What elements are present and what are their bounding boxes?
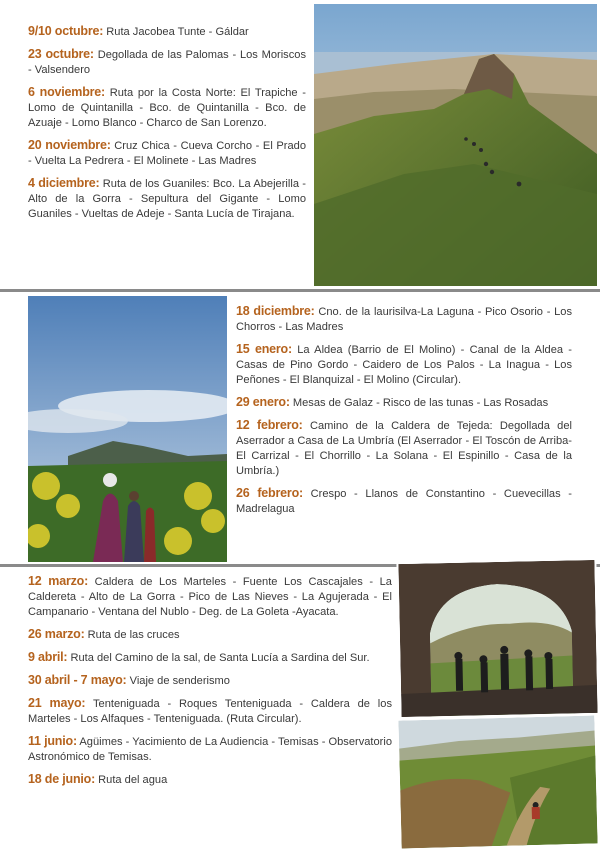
entry-date: 9/10 octubre: (28, 24, 104, 38)
schedule-entry (28, 696, 392, 727)
entry-route: Caldera de Los Marteles - Fuente Los Cascajales - La Caldereta - Alto de La Gorra - Pico de Las Nieves - La Agujerada - El Campanario - Ventana del Nublo - Deg. de La Goleta -Ayacata. (28, 576, 392, 618)
entry-date: 18 diciembre: (236, 304, 315, 318)
entry-route: Cno. de la laurisilva-La Laguna - Pico Osorio - Los Chorros - Las Madres (236, 306, 573, 333)
entry-date: 12 febrero: (236, 418, 303, 432)
entry-route: Ruta de los Guaniles: Bco. La Abejerilla - Alto de la Gorra - Sepultura del Gigante - Lomo Guaniles - Vueltas de Adeje - Santa Lucía de Tirajana. (28, 178, 306, 220)
schedule-entry (236, 395, 572, 411)
entry-date: 26 febrero: (236, 486, 303, 500)
entry-route: Ruta del Camino de la sal, de Santa Lucía a Sardina del Sur. (70, 652, 370, 664)
entry-route: La Aldea (Barrio de El Molino) - Canal de la Aldea - Casas de Pino Gordo - Caidero de Los Palos - La Inagua - Los Peñones - El Blanquizal - El Molino (Circular). (236, 344, 572, 386)
entry-date: 12 marzo: (28, 574, 89, 588)
entry-route: Ruta del agua (98, 774, 168, 786)
schedule-entry (28, 176, 306, 222)
schedule-entry (28, 650, 392, 666)
entry-date: 15 enero: (236, 342, 292, 356)
entry-date: 26 marzo: (28, 627, 85, 641)
entry-date: 11 junio: (28, 734, 77, 748)
hikers-forest-photo (28, 296, 227, 562)
valley-trail-photo (396, 713, 599, 850)
schedule-entry (28, 772, 392, 788)
entry-route: Tenteniguada - Roques Tenteniguada - Caldera de los Marteles - Los Alfaques - Tenteniguada. (Ruta Circular). (28, 698, 392, 725)
schedule-entry (28, 138, 306, 169)
schedule-entry (236, 342, 572, 388)
schedule-entry (28, 673, 392, 689)
entry-route: Ruta por la Costa Norte: El Trapiche - Lomo de Quintanilla - Bco. de Quintanilla - Bco. de Azuaje - Lomo Blanco - Charco de San Lorenzo. (28, 87, 306, 129)
schedule-entry (236, 304, 572, 335)
entry-route: Ruta de las cruces (87, 629, 180, 641)
entry-date: 4 diciembre: (28, 176, 100, 190)
schedule-list-1 (28, 24, 306, 229)
entry-date: 30 abril - 7 mayo: (28, 673, 127, 687)
schedule-entry (28, 627, 392, 643)
entry-route: Degollada de las Palomas - Los Moriscos - Valsendero (28, 49, 306, 76)
schedule-entry (28, 85, 306, 131)
schedule-entry (236, 486, 572, 517)
mountain-ridge-photo (314, 4, 597, 286)
section-divider (0, 289, 600, 292)
entry-date: 23 octubre: (28, 47, 94, 61)
cave-hikers-photo (396, 558, 599, 719)
entry-date: 20 noviembre: (28, 138, 111, 152)
schedule-list-3 (28, 574, 392, 795)
entry-date: 6 noviembre: (28, 85, 106, 99)
schedule-entry (28, 47, 306, 78)
entry-date: 21 mayo: (28, 696, 86, 710)
entry-route: Cruz Chica - Cueva Corcho - El Prado - Vuelta La Pedrera - El Molinete - Las Madres (28, 140, 307, 167)
entry-route: Viaje de senderismo (129, 675, 230, 687)
entry-date: 29 enero: (236, 395, 290, 409)
entry-route: Agüimes - Yacimiento de La Audiencia - Temisas - Observatorio Astronómico de Temisas. (28, 736, 393, 763)
schedule-entry (28, 24, 306, 40)
entry-route: Ruta Jacobea Tunte - Gáldar (106, 26, 249, 38)
schedule-entry (28, 574, 392, 620)
schedule-list-2 (236, 304, 572, 524)
entry-route: Camino de la Caldera de Tejeda: Degollada del Aserrador a Casa de La Umbría (El Aserrador - El Toscón de Arriba- El Carrizal - El Chorrillo - La Solana - El Espinillo - Casa de la Umbría.) (236, 420, 572, 477)
schedule-entry (28, 734, 392, 765)
entry-date: 9 abril: (28, 650, 68, 664)
entry-route: Crespo - Llanos de Constantino - Cuevecillas - Madrelagua (236, 488, 572, 515)
entry-route: Mesas de Galaz - Risco de las tunas - Las Rosadas (292, 397, 549, 409)
entry-date: 18 de junio: (28, 772, 96, 786)
schedule-entry (236, 418, 572, 479)
